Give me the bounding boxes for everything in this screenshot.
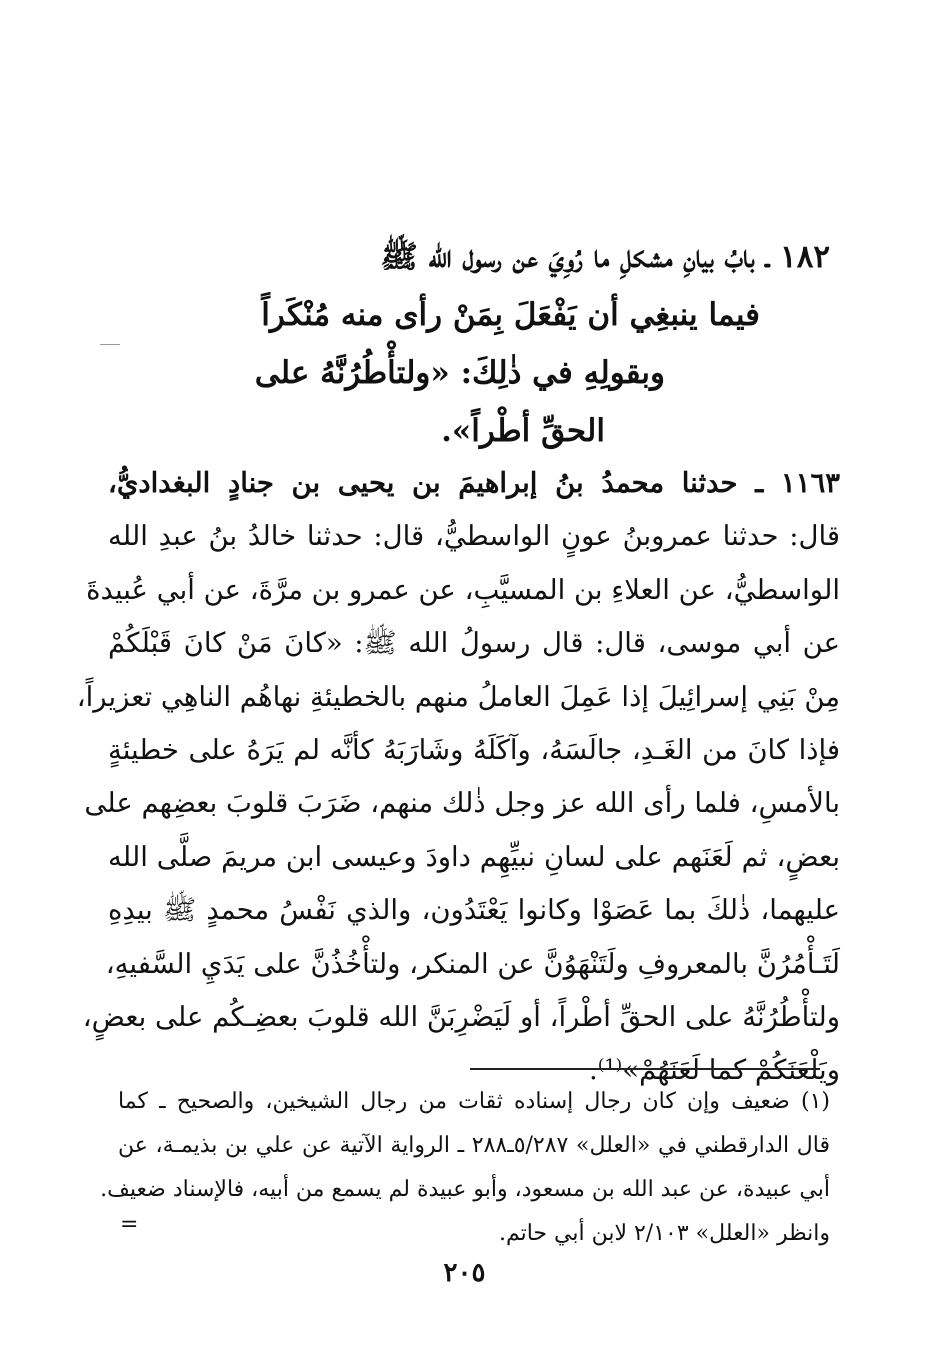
body-line: ويَلْعَنَكُمْ كما لَعَنَهُمْ»⁽¹⁾. (589, 1054, 840, 1087)
body-line: لَتَـأْمُرُنَّ بالمعروفِ ولَتَنْهَوُنَّ عن المنكر، ولتأْخُذُنَّ على يَدَيِ السَّفيهِ، (105, 947, 840, 980)
hadith-body (76, 457, 840, 1098)
body-line: بالأمسِ، فلما رأى الله عز وجل ذٰلك منهم، ضَرَبَ قلوبَ بعضِهم على (84, 787, 840, 820)
heading-line-4: الحقِّ أطْراً». (441, 413, 605, 449)
heading-line-3: وبقولِهِ في ذٰلِكَ: «ولتأْطُرُنَّهُ على (254, 355, 665, 391)
footnotes (100, 1080, 831, 1256)
body-line: عليهما، ذٰلكَ بما عَصَوْا وكانوا يَعْتَدُون، والذي نَفْسُ محمدٍ ﷺ بيدِهِ (108, 894, 840, 927)
body-line: قال: حدثنا عمروبنُ عونٍ الواسطيُّ، قال: حدثنا خالدُ بنُ عبدِ الله (108, 520, 840, 553)
body-line: بعضٍ، ثم لَعَنَهم على لسانِ نبيِّهِم داودَ وعيسى ابن مريمَ صلَّى الله (108, 840, 840, 873)
chapter-heading (100, 228, 830, 460)
heading-line-1: ١٨٢ ـ بابُ بيانِ مشكلِ ما رُوِيَ عن رسول الله ﷺ (380, 239, 830, 275)
body-line: فإذا كانَ من الغَـدِ، جالَسَهُ، وآكَلَهُ وشَارَبَهُ كأنَّه لم يَرَهُ على خطيئةٍ (108, 734, 840, 767)
body-line: الواسطيُّ، عن العلاءِ بن المسيَّبِ، عن عمرو بن مرَّةَ، عن أبي عُبيدةَ (86, 573, 840, 606)
page-number: ٢٠٥ (443, 1258, 486, 1288)
footnote-line: قال الدارقطني في «العلل» ٥/٢٨٧ـ٢٨٨ ـ الرواية الآتية عن علي بن بذيمـة، عن (118, 1133, 831, 1158)
body-line: مِنْ بَنِي إسرائِيلَ إذا عَمِلَ العاملُ منهم بالخطيئةِ نهاهُم الناهِي تعزيراً، (76, 680, 840, 713)
footnote-separator (470, 1068, 820, 1070)
heading-line-2: فيما ينبغِي أن يَفْعَلَ بِمَنْ رأى منه مُنْكَراً (261, 297, 760, 333)
footnote-line: وانظر «العلل» ٢/١٠٣ لابن أبي حاتم. (498, 1221, 830, 1246)
body-line: عن أبي موسى، قال: قال رسولُ الله ﷺ: «كانَ مَنْ كانَ قَبْلَكُمْ (108, 627, 840, 660)
continuation-mark: = (120, 1212, 139, 1237)
footnote-line: أبي عبيدة، عن عبد الله بن مسعود، وأبو عبيدة لم يسمع من أبيه، فالإسناد ضعيف. (100, 1177, 830, 1202)
footnote-line: (١) ضعيف وإن كان رجال إسناده ثقات من رجال الشيخين، والصحيح ـ كما (118, 1089, 830, 1114)
body-line: ١١٦٣ ـ حدثنا محمدُ بنُ إبراهيمَ بن يحيى بن جنادٍ البغداديُّ، (108, 467, 840, 499)
body-line: ولتأْطُرُنَّهُ على الحقِّ أطْراً، أو لَيَضْرِبَنَّ الله قلوبَ بعضِـكُم على بعضٍ، (82, 1001, 840, 1034)
